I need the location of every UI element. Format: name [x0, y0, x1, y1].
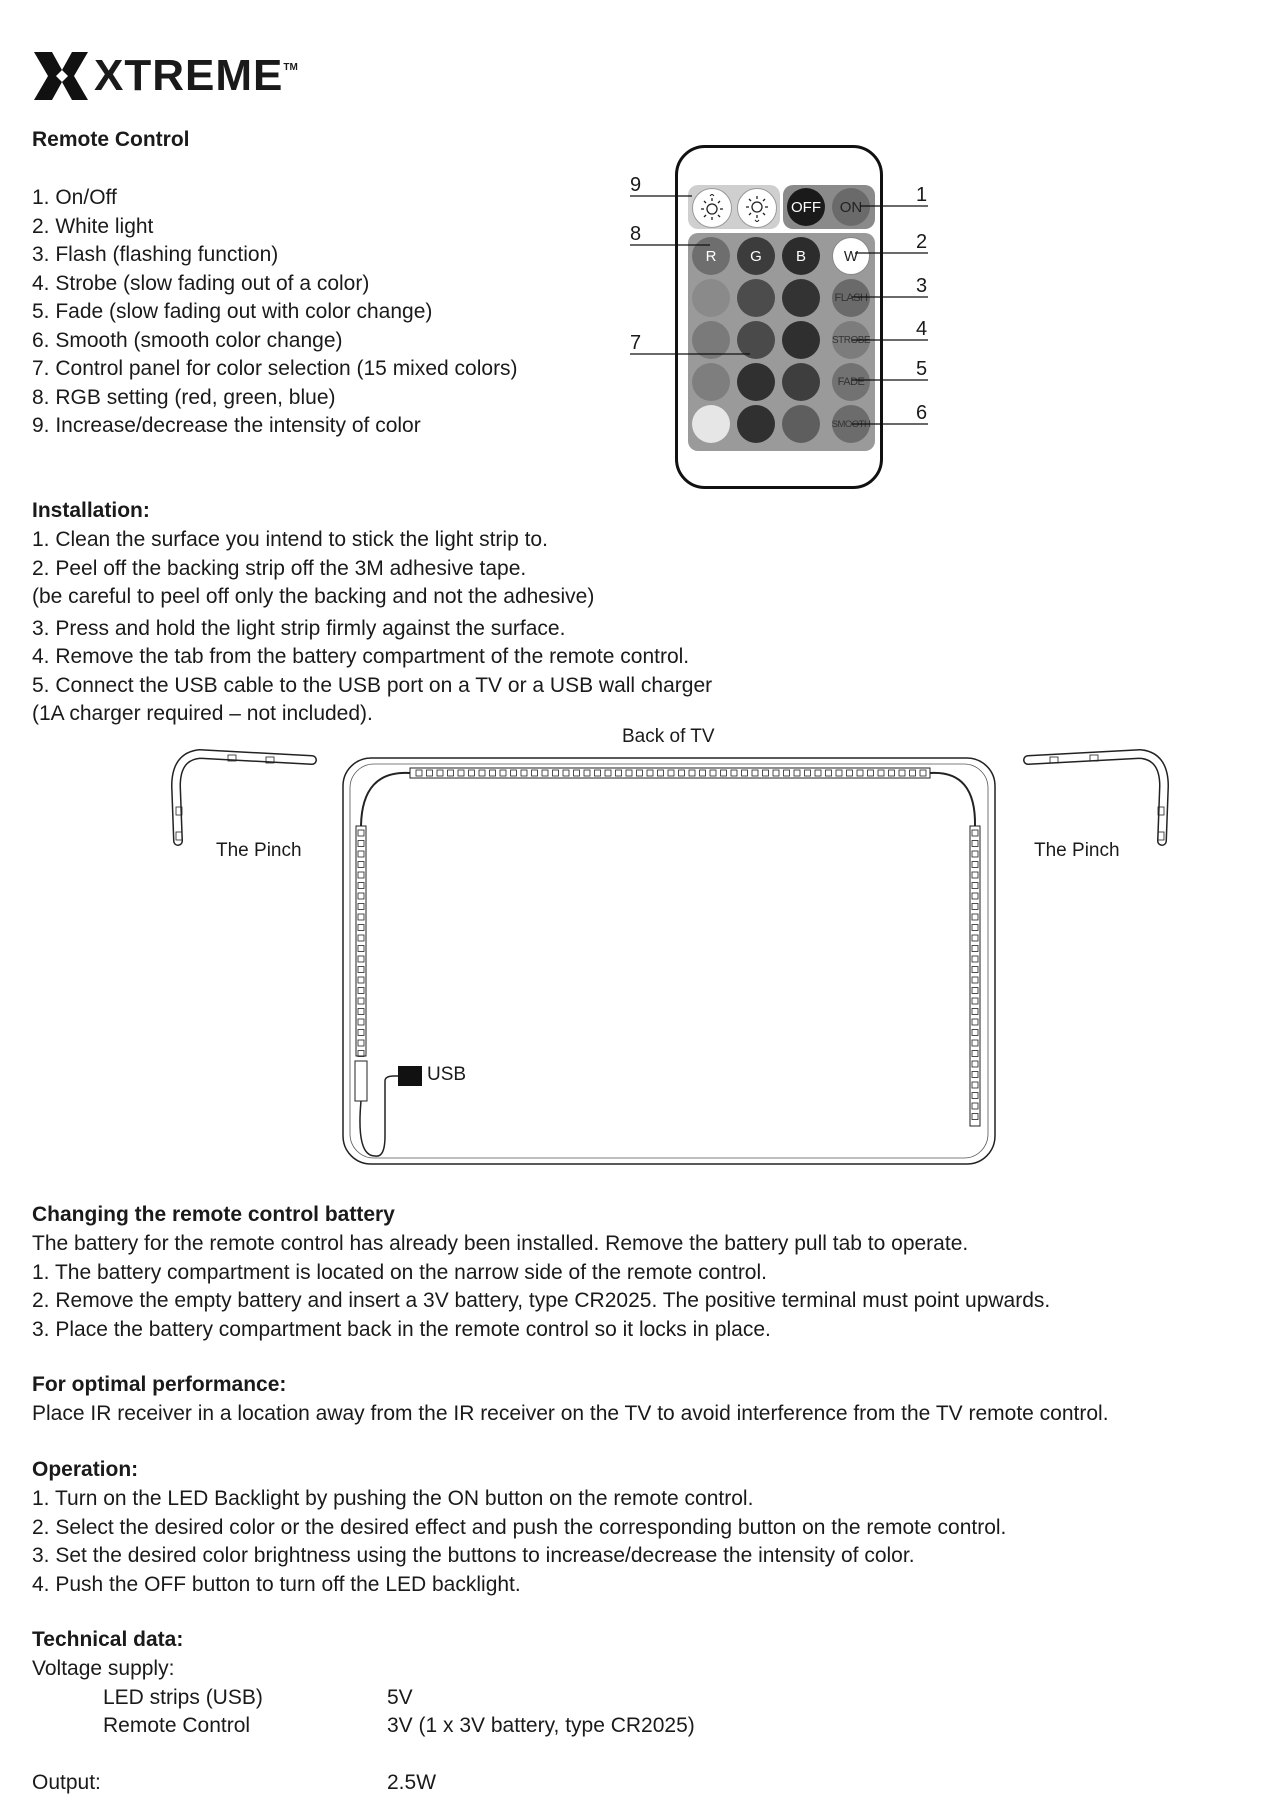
led-chip [626, 770, 632, 776]
led-chip [805, 770, 811, 776]
led-chip [847, 770, 853, 776]
pinch-right-label: The Pinch [1034, 840, 1120, 861]
callout-1: 1 [916, 184, 928, 206]
led-chip [836, 770, 842, 776]
led-chip [358, 914, 364, 920]
led-chip [889, 770, 895, 776]
led-chip [1158, 832, 1164, 840]
led-chip [358, 830, 364, 836]
installation-steps [32, 526, 712, 729]
led-chip [731, 770, 737, 776]
led-chip [972, 1093, 978, 1099]
led-chip [448, 770, 454, 776]
led-chip [358, 862, 364, 868]
list-item: 5. Fade (slow fading out with color change) [32, 300, 433, 323]
led-chip [972, 1051, 978, 1057]
list-item: 4. Remove the tab from the battery compartment of the remote control. [32, 645, 690, 668]
led-chip [647, 770, 653, 776]
led-chip [553, 770, 559, 776]
led-chip [972, 1040, 978, 1046]
callout-2: 2 [916, 231, 928, 253]
list-item: 1. Turn on the LED Backlight by pushing the ON button on the remote control. [32, 1487, 754, 1510]
led-chip [358, 1030, 364, 1036]
led-chip [437, 770, 443, 776]
red-button: R [692, 237, 730, 275]
output-label: Output: [32, 1770, 101, 1794]
tech-row [32, 1684, 932, 1713]
list-item: The battery for the remote control has already been installed. Remove the battery pull tab to operate. [32, 1232, 969, 1255]
performance-text [32, 1400, 1109, 1429]
callout-8: 8 [630, 223, 642, 245]
led-chip [358, 893, 364, 899]
off-button: OFF [787, 188, 825, 226]
led-chip [358, 883, 364, 889]
pinch-left-label: The Pinch [216, 840, 302, 861]
white-button: W [832, 237, 870, 275]
led-chip [1090, 755, 1098, 761]
led-chip [773, 770, 779, 776]
led-chip [479, 770, 485, 776]
led-chip [542, 770, 548, 776]
led-chip [972, 862, 978, 868]
led-chip [358, 1040, 364, 1046]
led-chip [605, 770, 611, 776]
brand-name: XTREME [94, 51, 284, 100]
list-item: 3. Press and hold the light strip firmly against the surface. [32, 616, 566, 640]
led-chip [176, 807, 182, 815]
led-chip [584, 770, 590, 776]
technical-heading: Technical data: [32, 1628, 184, 1651]
led-chip [972, 830, 978, 836]
led-chip [710, 770, 716, 776]
led-chip [427, 770, 433, 776]
operation-heading: Operation: [32, 1458, 139, 1481]
led-chip [794, 770, 800, 776]
led-chip [857, 770, 863, 776]
led-chip [972, 904, 978, 910]
list-item: 6. Smooth (smooth color change) [32, 328, 343, 352]
led-chip [1158, 807, 1164, 815]
led-chip [972, 935, 978, 941]
callout-5: 5 [916, 358, 928, 380]
led-chip [910, 770, 916, 776]
led-chip [763, 770, 769, 776]
led-chip [878, 770, 884, 776]
operation-steps [32, 1485, 1006, 1599]
led-chip [972, 914, 978, 920]
callout-3: 3 [916, 275, 928, 297]
led-chip [868, 770, 874, 776]
installation-heading: Installation: [32, 499, 150, 522]
led-chip [721, 770, 727, 776]
led-chip [358, 904, 364, 910]
usb-label: USB [427, 1064, 467, 1085]
led-chip [815, 770, 821, 776]
tech-row [32, 1712, 932, 1741]
flash-button: FLASH [832, 279, 870, 317]
led-chip [500, 770, 506, 776]
list-item: 3. Place the battery compartment back in the remote control so it locks in place. [32, 1317, 771, 1341]
tech-row-label: LED strips (USB) [103, 1685, 263, 1709]
trademark-mark: TM [283, 61, 298, 73]
led-chip [266, 757, 274, 763]
led-chip [358, 925, 364, 931]
led-chip [358, 841, 364, 847]
list-item: 4. Strobe (slow fading out of a color) [32, 271, 370, 295]
led-chip [416, 770, 422, 776]
list-item: 7. Control panel for color selection (15 mixed colors) [32, 357, 518, 380]
led-chip [358, 1019, 364, 1025]
technical-data [32, 1655, 932, 1797]
list-item: 3. Flash (flashing function) [32, 243, 279, 266]
tech-row-label: Remote Control [103, 1714, 251, 1737]
led-chip [616, 770, 622, 776]
led-chip [358, 851, 364, 857]
list-item: Place IR receiver in a location away from the IR receiver on the TV to avoid interference from the TV remote control. [32, 1402, 1109, 1425]
led-chip [972, 841, 978, 847]
led-chip [700, 770, 706, 776]
voltage-label: Voltage supply: [32, 1657, 175, 1680]
led-chip [228, 755, 236, 761]
tech-row-value: 3V (1 x 3V battery, type CR2025) [387, 1714, 695, 1737]
led-chip [1050, 757, 1058, 763]
led-chip [689, 770, 695, 776]
led-chip [358, 872, 364, 878]
performance-heading: For optimal performance: [32, 1373, 287, 1396]
led-chip [679, 770, 685, 776]
on-button: ON [832, 188, 870, 226]
led-chip [595, 770, 601, 776]
list-item: 2. Select the desired color or the desired effect and push the corresponding button on the remote control. [32, 1515, 1007, 1539]
callout-6: 6 [916, 402, 928, 424]
list-item: 8. RGB setting (red, green, blue) [32, 385, 336, 409]
led-chip [658, 770, 664, 776]
led-chip [972, 883, 978, 889]
back-of-tv-label: Back of TV [622, 726, 715, 747]
fade-button: FADE [832, 363, 870, 401]
list-item: 1. Clean the surface you intend to stick the light strip to. [32, 528, 548, 551]
led-chip [972, 956, 978, 962]
led-chip [668, 770, 674, 776]
led-chip [972, 1061, 978, 1067]
green-button: G [737, 237, 775, 275]
list-item: (1A charger required – not included). [32, 702, 373, 725]
led-chip [469, 770, 475, 776]
led-chip [521, 770, 527, 776]
led-chip [358, 1051, 364, 1057]
led-chip [972, 893, 978, 899]
led-chip [358, 1009, 364, 1015]
led-chip [972, 851, 978, 857]
tv-diagram [170, 726, 1170, 1176]
led-chip [972, 967, 978, 973]
xtreme-logo-icon [32, 50, 90, 102]
callout-4: 4 [916, 318, 928, 340]
output-value: 2.5W [387, 1770, 437, 1794]
list-item: 2. Remove the empty battery and insert a 3V battery, type CR2025. The positive terminal must point upwards. [32, 1289, 1051, 1312]
led-chip [972, 925, 978, 931]
remote-control-heading: Remote Control [32, 128, 190, 151]
list-item: 1. The battery compartment is located on the narrow side of the remote control. [32, 1260, 767, 1284]
led-chip [490, 770, 496, 776]
led-chip [826, 770, 832, 776]
battery-steps [32, 1230, 1050, 1344]
led-chip [920, 770, 926, 776]
led-chip [972, 1030, 978, 1036]
led-chip [511, 770, 517, 776]
led-chip [972, 1103, 978, 1109]
list-item: 4. Push the OFF button to turn off the LED backlight. [32, 1572, 521, 1596]
callout-lines [620, 140, 940, 500]
list-item: 2. White light [32, 214, 154, 238]
led-chip [563, 770, 569, 776]
led-chip [972, 872, 978, 878]
led-chip [972, 988, 978, 994]
led-chip [358, 967, 364, 973]
tech-row-value: 5V [387, 1685, 413, 1709]
led-chip [899, 770, 905, 776]
tech-row [32, 1769, 932, 1798]
led-chip [742, 770, 748, 776]
list-item: 2. Peel off the backing strip off the 3M adhesive tape. [32, 556, 527, 580]
led-strip-dots [170, 726, 1170, 1176]
led-chip [972, 1082, 978, 1088]
led-chip [358, 988, 364, 994]
led-chip [972, 1072, 978, 1078]
strobe-button: STROBE [832, 321, 870, 359]
led-chip [358, 946, 364, 952]
remote-diagram [620, 140, 940, 500]
brand-logo [32, 48, 298, 104]
led-chip [972, 977, 978, 983]
led-chip [532, 770, 538, 776]
led-chip [458, 770, 464, 776]
led-chip [972, 1114, 978, 1120]
list-item: 1. On/Off [32, 186, 117, 209]
callout-7: 7 [630, 332, 642, 354]
list-item: 5. Connect the USB cable to the USB port on a TV or a USB wall charger [32, 673, 713, 697]
remote-feature-list [32, 184, 518, 441]
list-item: 3. Set the desired color brightness using the buttons to increase/decrease the intensity of color. [32, 1544, 915, 1567]
led-chip [972, 998, 978, 1004]
led-chip [784, 770, 790, 776]
led-chip [176, 832, 182, 840]
smooth-button: SMOOTH [832, 405, 870, 443]
led-chip [972, 1009, 978, 1015]
led-chip [574, 770, 580, 776]
list-item: 9. Increase/decrease the intensity of color [32, 414, 421, 437]
list-item: (be careful to peel off only the backing and not the adhesive) [32, 585, 595, 608]
led-chip [358, 935, 364, 941]
led-chip [358, 977, 364, 983]
callout-9: 9 [630, 174, 642, 196]
led-chip [752, 770, 758, 776]
battery-heading: Changing the remote control battery [32, 1203, 395, 1226]
led-chip [637, 770, 643, 776]
blue-button: B [782, 237, 820, 275]
led-chip [358, 956, 364, 962]
led-chip [972, 1019, 978, 1025]
led-chip [358, 998, 364, 1004]
led-chip [972, 946, 978, 952]
